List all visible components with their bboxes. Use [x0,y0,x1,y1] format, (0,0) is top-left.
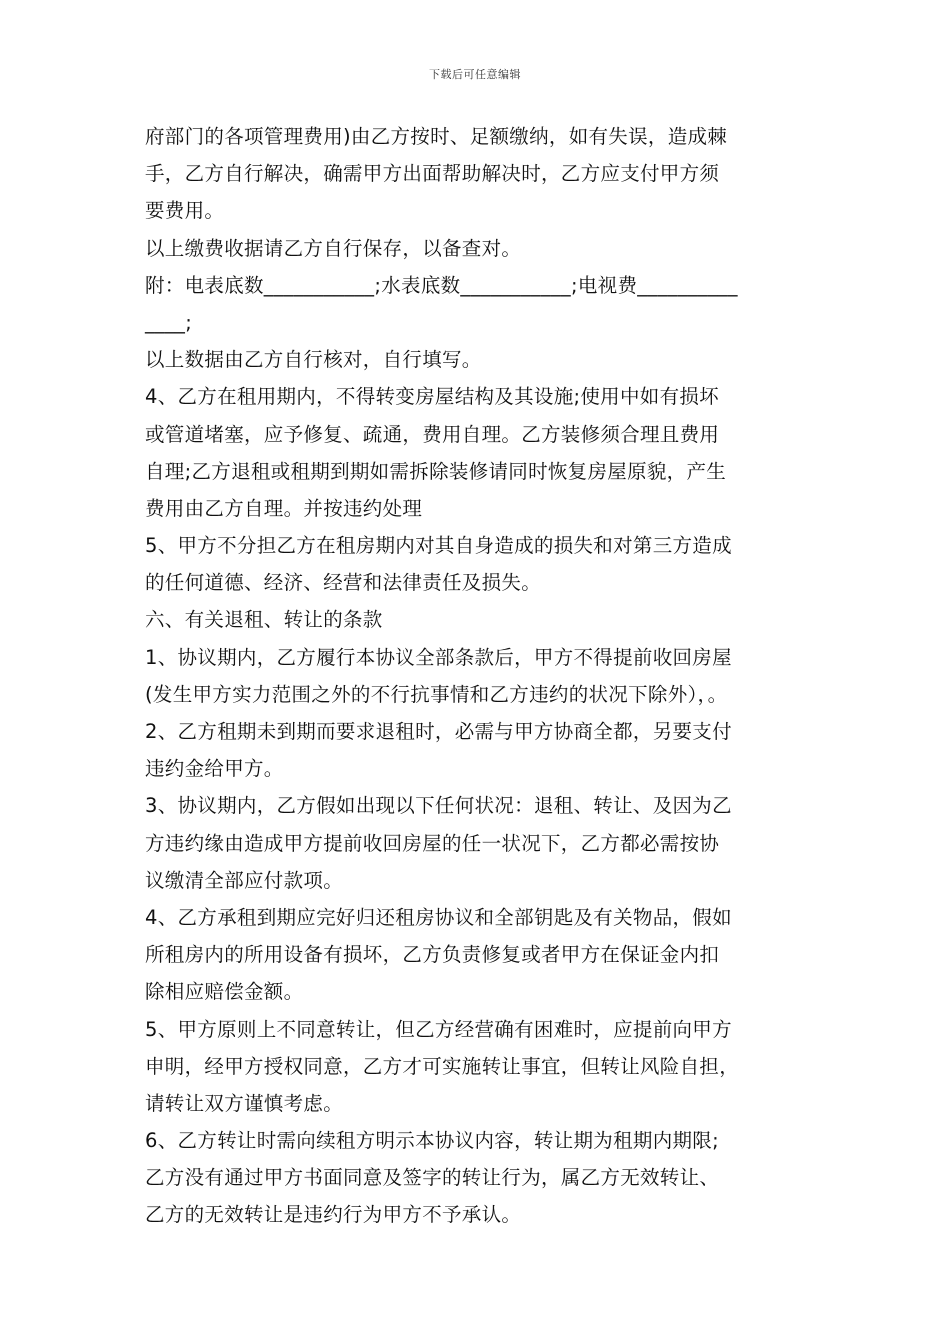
text-line: ____; [145,310,193,334]
text-line: 附：电表底数___________;水表底数___________;电视费__________ [145,273,738,297]
section-heading: 六、有关退租、转让的条款 [145,608,383,632]
text-line: 或管道堵塞，应予修复、疏通，费用自理。乙方装修须合理且费用 [145,422,720,446]
text-line: 违约金给甲方。 [145,757,284,781]
text-line: 申明，经甲方授权同意，乙方才可实施转让事宜，但转让风险自担， [145,1054,740,1078]
text-line: 自理;乙方退租或租期到期如需拆除装修请同时恢复房屋原貌，产生 [145,459,727,483]
text-line: 乙方没有通过甲方书面同意及签字的转让行为，属乙方无效转让、 [145,1166,720,1190]
text-line: 4、乙方在租用期内，不得转变房屋结构及其设施;使用中如有损坏 [145,385,719,409]
text-line: 以上数据由乙方自行核对，自行填写。 [145,348,482,372]
document-body [145,118,817,1234]
text-line: 请转让双方谨慎考虑。 [145,1091,344,1115]
text-line: 除相应赔偿金额。 [145,980,304,1004]
text-line: 的任何道德、经济、经营和法律责任及损失。 [145,571,542,595]
text-line: 1、协议期内，乙方履行本协议全部条款后，甲方不得提前收回房屋 [145,645,732,669]
text-line: 乙方的无效转让是违约行为甲方不予承认。 [145,1203,522,1227]
text-line: 以上缴费收据请乙方自行保存，以备查对。 [145,236,522,260]
text-line: 4、乙方承租到期应完好归还租房协议和全部钥匙及有关物品，假如 [145,905,732,929]
text-line: 要费用。 [145,199,225,223]
text-line: 议缴清全部应付款项。 [145,868,344,892]
text-line: 2、乙方租期未到期而要求退租时，必需与甲方协商全都，另要支付 [145,720,732,743]
text-line: 3、协议期内，乙方假如出现以下任何状况：退租、转让、及因为乙 [145,794,732,818]
text-line: 方违约缘由造成甲方提前收回房屋的任一状况下，乙方都必需按协 [145,831,720,855]
text-line: 5、甲方原则上不同意转让，但乙方经营确有困难时，应提前向甲方 [145,1017,732,1041]
text-line: 费用由乙方自理。并按违约处理 [145,496,423,520]
text-line: (发生甲方实力范围之外的不行抗事情和乙方违约的状况下除外），。 [145,682,728,706]
text-line: 6、乙方转让时需向续租方明示本协议内容，转让期为租期内期限; [145,1129,719,1153]
text-line: 府部门的各项管理费用)由乙方按时、足额缴纳，如有失误，造成棘 [145,125,728,148]
text-line: 手，乙方自行解决，确需甲方出面帮助解决时，乙方应支付甲方须 [145,162,720,186]
text-line: 5、甲方不分担乙方在租房期内对其自身造成的损失和对第三方造成 [145,534,732,558]
text-line: 所租房内的所用设备有损坏，乙方负责修复或者甲方在保证金内扣 [145,943,720,967]
page-header: 下载后可任意编辑 [429,68,521,81]
